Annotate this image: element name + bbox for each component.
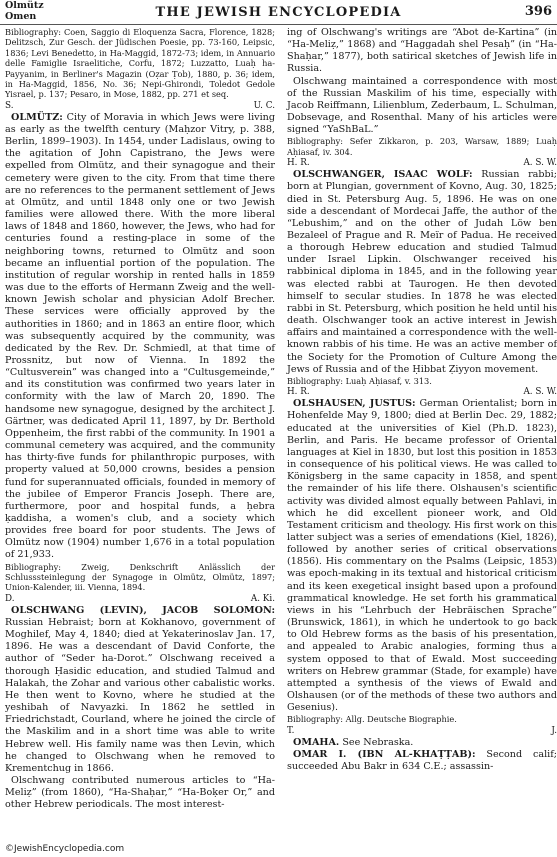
article-entry	[5, 112, 275, 562]
signature-initials-left: S.	[5, 100, 14, 111]
article-entry	[287, 737, 557, 749]
article-paragraph: Olschwang contributed numerous articles to “Ha-Meliẓ” (from 1860), “Ha-Shaḥar,” “Ha-Boḳer Or,” and other Hebrew periodicals. The most interest-	[5, 775, 275, 811]
signature-line	[5, 100, 275, 112]
signature-line	[287, 386, 557, 398]
article-headword: OLMÜTZ:	[11, 111, 63, 123]
signature-author: J.	[551, 725, 557, 736]
article-headword: OLSCHWANGER, ISAAC WOLF:	[293, 169, 473, 181]
article-text: Russian Hebraist; born at Kokhanovo, government of Moghilef, May 4, 1840; died at Yekaterinoslav Jan. 17, 1896. He was a descendant of David Conforte, the author of “Seder ha-Dorot.” Olschwang received a thorough Ḥasidic education, and studied Talmud and Halakah, the Zohar and various other cabalistic works. He then went to Kovno, where he studied at the yeshibah of Navyazki. In 1862 he settled in Friedrichstadt, Courland, where he joined the circle of the Maskilim and in a short time was able to write Hebrew well. His family name was then Levin, which he changed to Olschwang when he removed to Krementchug in 1866.	[5, 617, 275, 774]
signature-initials-left: T.	[287, 725, 295, 736]
page-header	[0, 0, 557, 25]
bibliography: Bibliography: Luaḥ Aḥiasaf, v. 313.	[287, 375, 432, 386]
article-headword: OMAR I. (IBN AL-KHAṬṬAB):	[293, 748, 476, 760]
article-text: German Orientalist; born in Hohenfelde May 9, 1800; died at Berlin Dec. 29, 1882; educated at the universities of Kiel (Ph.D. 1823), Berlin, and Paris. He became professor of Oriental languages at Kiel in 1830, but lost this position in 1853 in consequence of his political views. He was called to Königsberg in the same capacity in 1858, and spent the remainder of his life there. Olshausen's scientific activity was divided almost equally between Pahlavi, in which he did excellent pioneer work, and Old Testament criticism and theology. His first work on this latter subject was a series of emendations (Kiel, 1826), followed by another series of critical observations (1856). His commentary on the Psalms (Leipsic, 1853) was epoch-making in its textual and historical criticism and its keen exegetical insight based upon a profound grammatical knowledge. He set forth his grammatical views in his “Lehrbuch der Hebräischen Sprache” (Brunswick, 1861), in which he undertook to go back to Old Hebrew forms as the basis of his presentation, and appealed to Arabic analogies, forming thus a system opposed to that of Ewald. Most succeeding writers on Hebrew grammar (Stade, for example) have attempted a synthesis of the views of Ewald and Olshausen (or of the methods of these two authors and Gesenius).	[287, 398, 557, 714]
signature-author: U. C.	[253, 100, 275, 111]
page-title: THE JEWISH ENCYCLOPEDIA	[155, 5, 402, 20]
left-column	[5, 27, 275, 812]
signature-line	[5, 593, 275, 605]
article-entry	[287, 169, 557, 376]
article-text: City of Moravia in which Jews were living as early as the twelfth century (Maḥzor Vitry, p. 388, Berlin, 1899–1903). In 1454, under Ladislaus, owing to the agitation of John Capistrano, the Jews were expelled from Olmütz, and their synagogue and their cemetery were given to the city. From that time there are no references to the permanent settlement of Jews at Olmütz, and until 1848 only one or two Jewish families were allowed there. With the more liberal laws of 1848 and 1860, however, the Jews, who had for centuries found a resting-place in some of the neighboring towns, returned to Olmütz and soon became an influential portion of the population. The institution of regular worship in rented halls in 1859 was due to the efforts of Hermann Zweig and the well-known Jewish scholar and physician Adolf Brecher. These services were officially approved by the authorities in 1860; and in 1863 an entire floor, which was subsequently acquired by the community, was dedicated by the Rev. Dr. Schmiedl, at that time of Prossnitz, but now of Vienna. In 1892 the “Cultusverein” was changed into a “Cultusgemeinde,” and its constitution was confirmed two years later in conformity with the law of March 20, 1890. The handsome new synagogue, designed by the architect J. Gärtner, was dedicated April 11, 1897, by Dr. Berthold Oppenheim, the first rabbi of the community. In 1901 a communal cemetery was acquired, and the community has thirty-five funds for philanthropic purposes, with property valued at 50,000 crowns, besides a pension fund for superannuated officials, founded in memory of the jubilee of Emperor Francis Joseph. There are, furthermore, poor and hospital funds, a ḥebra ḳaddisha, a women's club, and a society which provides free board for poor students. The Jews of Olmütz now (1904) number 1,676 in a total population of 21,933.	[5, 111, 275, 561]
article-headword: OMAHA.	[293, 736, 340, 748]
running-head-last: Omen	[5, 10, 37, 22]
article-text: Second calif; succeeded Abu Bakr in 634 C.E.; assassin-	[287, 748, 557, 773]
signature-initials-left: H. R.	[287, 158, 310, 169]
article-text: Russian rabbi; born at Plungian, government of Kovno, Aug. 30, 1825; died in St. Petersburg Aug. 5, 1896. He was on one side a descendant of Mordecai Jaffe, the author of the “Lebushim,” and on the other of Judah Löw ben Bezaleel of Prague and R. Meïr of Padua. He received a thorough Hebrew education and studied Talmud under Israel Lipkin. Olschwanger received his rabbinical diploma in 1845, and in the following year was elected rabbi at Taurogen. He then devoted himself to secular studies. In 1878 he was elected rabbi in St. Petersburg, which position he held until his death. Olschwanger took an active interest in Jewish affairs and maintained a correspondence with the well-known rabbis of his time. He was an active member of the Society for the Promotion of Culture Among the Jews of Russia and of the Ḥibbat Ẓiyyon movement.	[287, 169, 557, 375]
signature-initials-left: D.	[5, 593, 15, 604]
bibliography: Bibliography: Allg. Deutsche Biographie.	[287, 714, 457, 725]
bibliography: Bibliography: Zweig, Denkschrift Anlässlich der Schlusssteinlegung der Synagoge in Olmütz, Olmütz, 1897; Union-Kalender, iii. Vienna, 1894.	[5, 561, 275, 593]
page-number: 396	[524, 4, 552, 19]
article-paragraph: Olschwang maintained a correspondence with most of the Russian Maskilim of his time, especially with Jacob Reiffmann, Lilienblum, Zederbaum, L. Schulman, Dobsevage, and Rosenthal. Many of his articles were signed “YaShBaL.”	[287, 75, 557, 136]
article-headword: OLSCHWANG (LEVIN), JACOB SOLOMON:	[11, 604, 275, 616]
article-headword: OLSHAUSEN, JUSTUS:	[293, 398, 416, 410]
running-head-first: Olmütz	[5, 0, 44, 11]
source-watermark: ©JewishEncyclopedia.com	[5, 844, 125, 854]
signature-author: A. Ki.	[250, 593, 275, 604]
signature-line	[287, 725, 557, 737]
article-entry	[287, 749, 557, 773]
signature-author: A. S. W.	[523, 158, 557, 169]
article-paragraph: ing of Olschwang's writings are “Abot de-Kartina” (in “Ha-Meliẓ,” 1868) and “Haggadah shel Pesaḥ” (in “Ha-Shaḥar,” 1877), both satirical sketches of Jewish life in Russia.	[287, 27, 557, 75]
article-entry	[5, 605, 275, 775]
bibliography: Bibliography: Coen, Saggio di Eloquenza Sacra, Florence, 1828; Delitzsch, Zur Gesch. der Jüdischen Poesie, pp. 73-160, Leipsic, 1836; Levi Benedetto, in Ha-Maggid, 1872-73; idem, in Annuario delle Famiglie Israelitiche, Corfu, 1872; Luzzatto, Luaḥ ha-Payyanim, in Berliner's Magazin (Oẓar Ṭob), 1880, p. 36; idem, in Ha-Maggid, 1856, No. 36; Nepi-Ghirondi, Toledot Gedole Yisrael, p. 137; Pesaro, in Mose, 1882, pp. 271 et seq.	[5, 27, 275, 100]
bibliography: Bibliography: Sefer Zikkaron, p. 203, Warsaw, 1889; Luaḥ Aḥiasaf, iv. 304.	[287, 136, 557, 157]
signature-initials-left: H. R.	[287, 387, 310, 398]
right-column	[287, 27, 557, 773]
article-entry	[287, 398, 557, 714]
signature-line	[287, 157, 557, 169]
signature-author: A. S. W.	[523, 387, 557, 398]
article-text: See Nebraska.	[339, 736, 414, 748]
